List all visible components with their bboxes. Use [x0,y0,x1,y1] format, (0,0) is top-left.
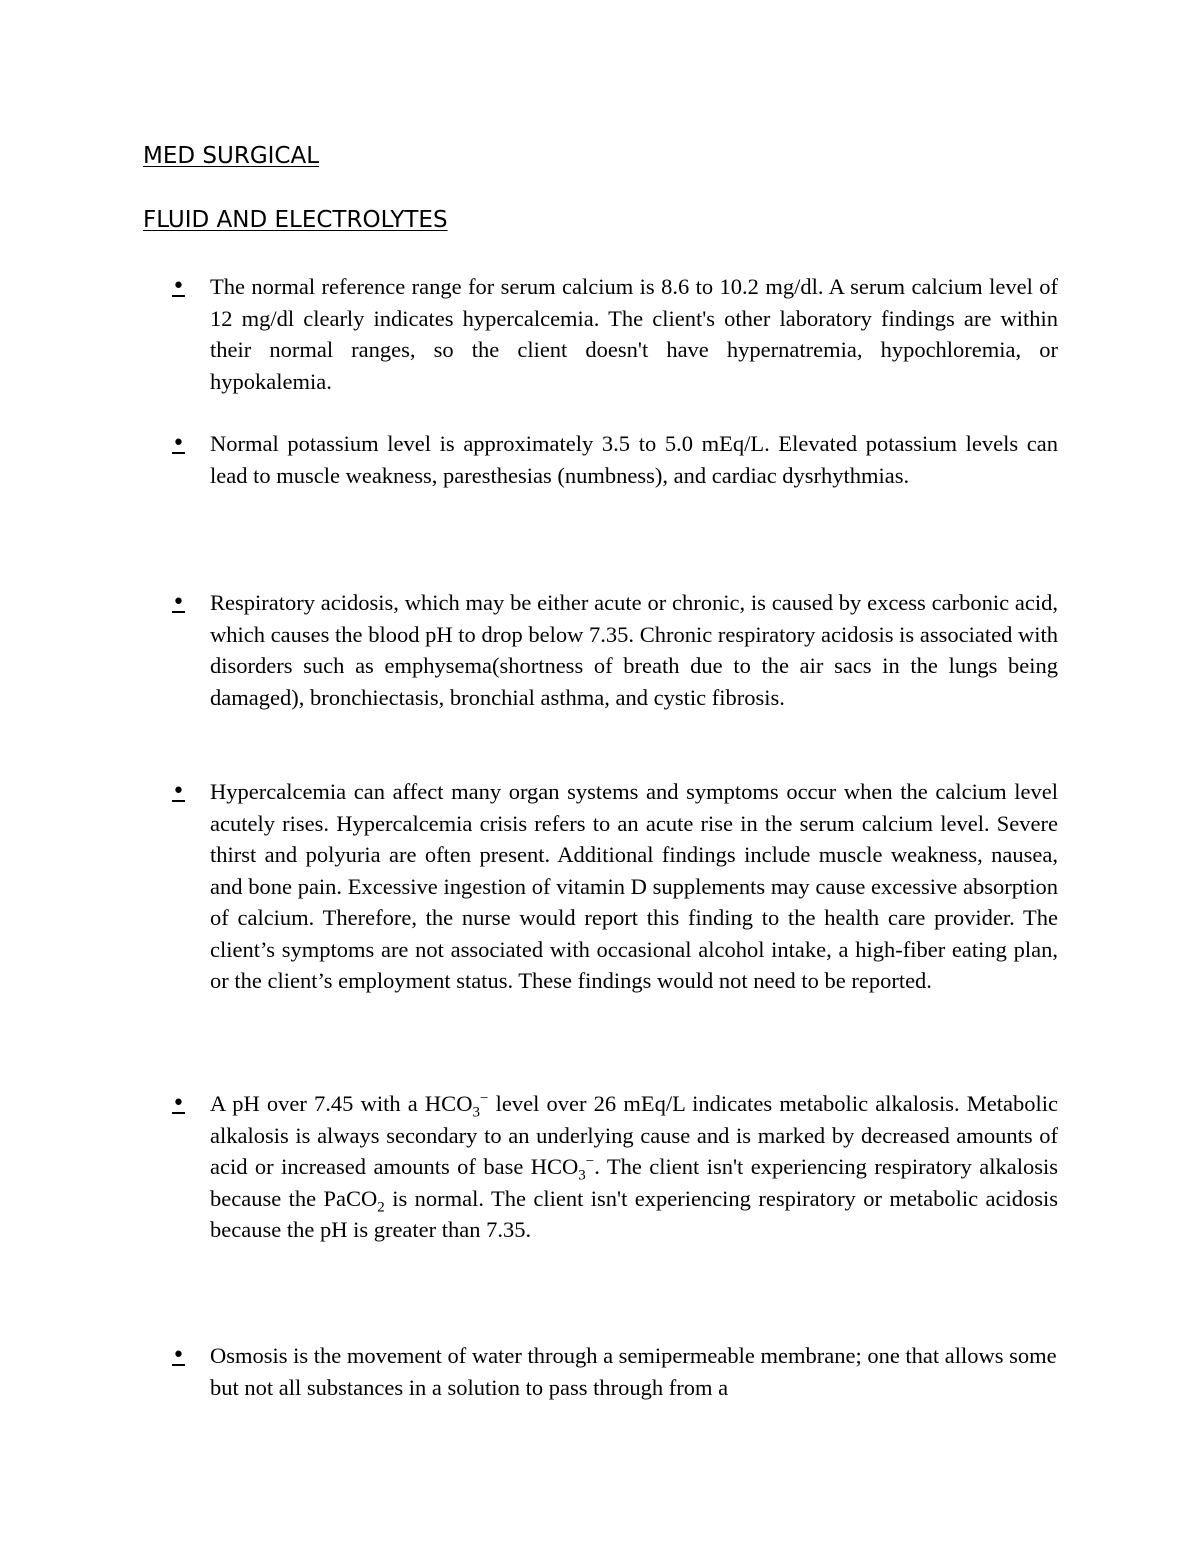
subscript: 3 [578,1167,586,1184]
document-title: MED SURGICAL [143,143,320,169]
list-item-text: Normal potassium level is approximately 3.5 to 5.0 mEq/L. Elevated potassium levels can lead to muscle weakness, paresthesias (numbness), and cardiac dysrhythmias. [210,431,1058,488]
bullet-icon: • [172,779,185,804]
subscript: 2 [377,1199,385,1215]
list-item [172,776,1058,997]
list-item-text: Osmosis is the movement of water through a semipermeable membrane; one that allows some but not all substances in a solution to pass through from a [210,1343,1057,1400]
text-run: A pH over 7.45 with a HCO [210,1091,473,1116]
list-item [172,587,1058,713]
superscript: − [479,1090,489,1107]
text-run: level over 26 mEq/L indicates metabolic alkalosis. Metabolic alkalosis is always secondary to an underlying cause and is marked by decreased amounts of acid or increased amounts of base HCO [210,1091,1058,1179]
list-item [172,1088,1058,1246]
superscript: − [585,1153,595,1170]
bullet-icon: • [172,1343,185,1368]
list-item [172,271,1058,397]
list-item-text [210,1088,1058,1246]
list-item-text: The normal reference range for serum calcium is 8.6 to 10.2 mg/dl. A serum calcium level of 12 mg/dl clearly indicates hypercalcemia. The client's other laboratory findings are within their normal ranges, so the client doesn't have hypernatremia, hypochloremia, or hypokalemia. [210,274,1058,394]
text-run: . The client isn't experiencing respiratory alkalosis because the PaCO [210,1154,1058,1211]
bullet-icon: • [172,431,185,456]
section-heading: FLUID AND ELECTROLYTES [143,207,448,233]
subscript: 3 [472,1104,480,1121]
list-item-text: Hypercalcemia can affect many organ systems and symptoms occur when the calcium level acutely rises. Hypercalcemia crisis refers to an acute rise in the serum calcium level. Severe thirst and polyuria are often present. Additional findings include muscle weakness, nausea, and bone pain. Excessive ingestion of vitamin D supplements may cause excessive absorption of calcium. Therefore, the nurse would report this finding to the health care provider. The client’s symptoms are not associated with occasional alcohol intake, a high-fiber eating plan, or the client’s employment status. These findings would not need to be reported. [210,779,1058,993]
list-item [172,428,1058,491]
bullet-icon: • [172,274,185,299]
bullet-icon: • [172,590,185,615]
text-run: is normal. The client isn't experiencing respiratory or metabolic acidosis because the pH is greater than 7.35. [210,1185,1058,1242]
list-item [172,1340,1058,1403]
bullet-icon: • [172,1091,185,1116]
list-item-text: Respiratory acidosis, which may be either acute or chronic, is caused by excess carbonic acid, which causes the blood pH to drop below 7.35. Chronic respiratory acidosis is associated with disorders such as emphysema(shortness of breath due to the air sacs in the lungs being damaged), bronchiectasis, bronchial asthma, and cystic fibrosis. [210,590,1058,710]
